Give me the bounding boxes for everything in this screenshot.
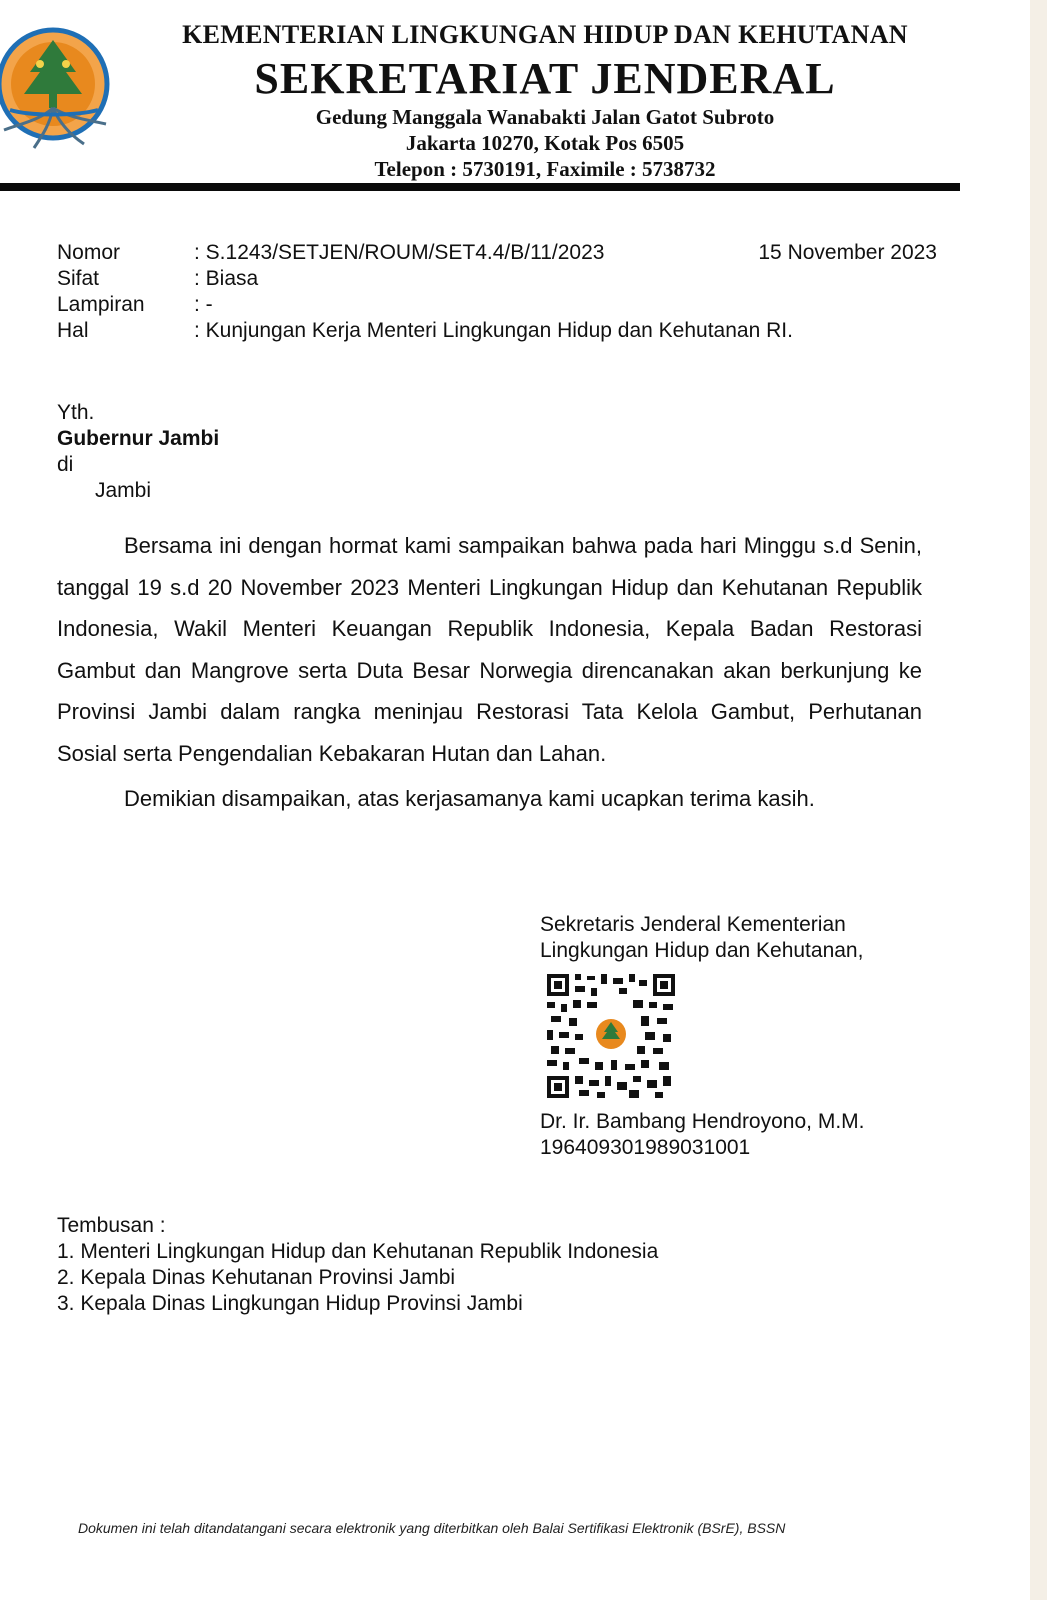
number-label: Nomor [57,241,121,264]
letterhead-divider [0,183,960,191]
letterhead [120,18,970,182]
number-value: : S.1243/SETJEN/ROUM/SET4.4/B/11/2023 [194,241,605,264]
meta-row-number [57,240,937,266]
ministry-name: KEMENTERIAN LINGKUNGAN HIDUP DAN KEHUTANAN [182,20,908,49]
subject-label: Hal [57,319,89,342]
address-line-1: Gedung Manggala Wanabakti Jalan Gatot Subroto [315,105,775,129]
ministry-tree-logo-icon [0,20,116,152]
body-paragraph: Bersama ini dengan hormat kami sampaikan bahwa pada hari Minggu s.d Senin, tanggal 19 s.d 20 November 2023 Menteri Lingkungan Hidup dan Kehutanan Republik Indonesia, Wakil Menteri Keuangan Republik Indonesia, Kepala Badan Restorasi Gambut dan Mangrove serta Duta Besar Norwegia direncanakan akan berkunjung ke Provinsi Jambi dalam rangka meninjau Restorasi Tata Kelola Gambut, Perhutanan Sosial serta Pengendalian Kebakaran Hutan dan Lahan. [57,533,922,766]
secretariat-title: SEKRETARIAT JENDERAL [254,54,836,103]
salutation: Yth. [57,401,95,424]
letter-date: 15 November 2023 [758,241,937,264]
addressee-preposition: di [57,453,74,476]
addressee-block [57,400,219,504]
meta-row-attachment [57,292,937,318]
addressee-city: Jambi [95,479,152,502]
list-item: 2. Kepala Dinas Kehutanan Provinsi Jambi [57,1266,456,1289]
page-edge [1030,0,1047,1600]
nature-label: Sifat [57,267,100,290]
closing-sentence: Demikian disampaikan, atas kerjasamanya kami ucapkan terima kasih. [124,786,815,811]
signer-block [540,1109,864,1161]
nature-value: : Biasa [194,267,259,290]
copies-block [57,1213,658,1317]
letter-meta [57,240,937,344]
qr-code-icon [545,972,677,1100]
list-item: 1. Menteri Lingkungan Hidup dan Kehutanan Republik Indonesia [57,1240,659,1263]
signer-nip: 196409301989031001 [540,1136,751,1159]
copies-list [57,1239,658,1317]
address-line-2: Jakarta 10270, Kotak Pos 6505 [405,131,685,155]
addressee-name: Gubernur Jambi [57,427,220,450]
list-item: 3. Kepala Dinas Lingkungan Hidup Provinsi Jambi [57,1292,523,1315]
signer-name: Dr. Ir. Bambang Hendroyono, M.M. [540,1110,865,1133]
signature-title-line-2: Lingkungan Hidup dan Kehutanan, [540,939,864,962]
attachment-value: : - [194,293,213,316]
attachment-label: Lampiran [57,293,145,316]
signature-title-line-1: Sekretaris Jenderal Kementerian [540,913,846,936]
subject-value: : Kunjungan Kerja Menteri Lingkungan Hidup dan Kehutanan RI. [194,319,793,342]
meta-row-nature [57,266,937,292]
copies-heading: Tembusan : [57,1214,166,1237]
contact-line: Telepon : 5730191, Faximile : 5738732 [374,157,716,181]
e-signature-note: Dokumen ini telah ditandatangani secara elektronik yang diterbitkan oleh Balai Sertifikasi Elektronik (BSrE), BSSN [78,1520,786,1536]
signature-title [540,912,863,964]
meta-row-subject [57,318,937,344]
